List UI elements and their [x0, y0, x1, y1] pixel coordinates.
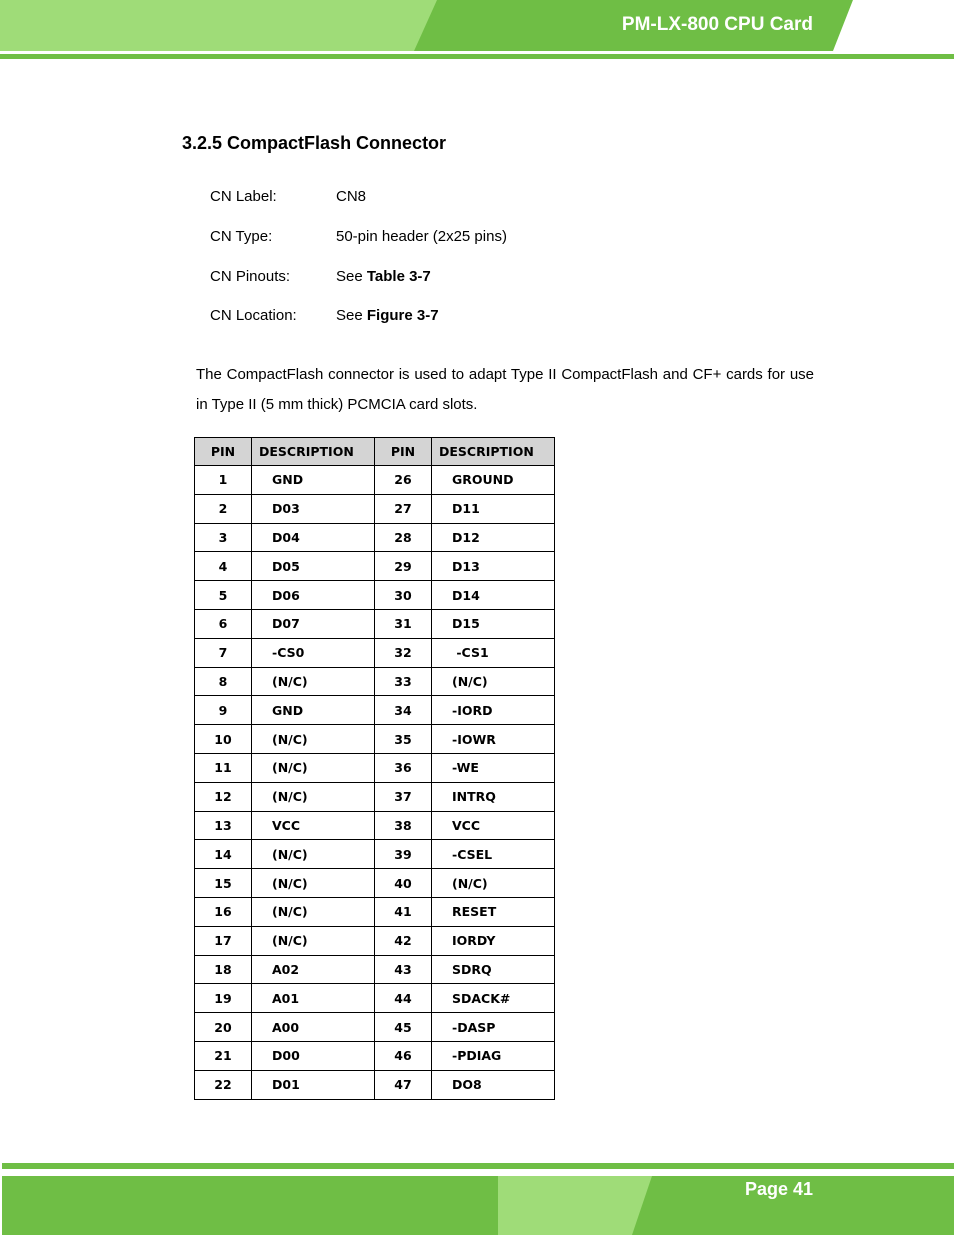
header-description: DESCRIPTION: [432, 438, 555, 466]
table-row: [195, 926, 555, 955]
pin-number: 38: [375, 811, 432, 840]
table-row: [195, 897, 555, 926]
table-row: [195, 782, 555, 811]
connector-value: See Table 3-7: [336, 268, 431, 285]
pin-description: -DASP: [432, 1013, 555, 1042]
table-row: [195, 581, 555, 610]
pin-number: 20: [195, 1013, 252, 1042]
pin-number: 9: [195, 696, 252, 725]
pin-number: 10: [195, 725, 252, 754]
pin-number: 37: [375, 782, 432, 811]
pin-description: (N/C): [252, 725, 375, 754]
connector-pinouts-row: [210, 268, 431, 285]
pin-number: 11: [195, 753, 252, 782]
table-row: [195, 1070, 555, 1099]
pin-description: -IORD: [432, 696, 555, 725]
pin-number: 44: [375, 984, 432, 1013]
table-row: [195, 753, 555, 782]
pin-description: -CS1: [432, 638, 555, 667]
pin-number: 36: [375, 753, 432, 782]
pinout-table-body: [195, 466, 555, 1100]
pin-description: RESET: [432, 897, 555, 926]
pin-number: 19: [195, 984, 252, 1013]
pin-number: 46: [375, 1041, 432, 1070]
footer-rule: [2, 1163, 954, 1169]
pin-number: 4: [195, 552, 252, 581]
table-row: [195, 696, 555, 725]
pin-description: (N/C): [252, 897, 375, 926]
header-pin: PIN: [375, 438, 432, 466]
table-row: [195, 811, 555, 840]
pin-number: 31: [375, 609, 432, 638]
pin-description: VCC: [432, 811, 555, 840]
pin-number: 22: [195, 1070, 252, 1099]
pin-number: 17: [195, 926, 252, 955]
pin-description: (N/C): [252, 782, 375, 811]
pin-description: (N/C): [252, 926, 375, 955]
pin-description: GROUND: [432, 466, 555, 495]
pin-description: (N/C): [432, 667, 555, 696]
pin-number: 28: [375, 523, 432, 552]
pin-number: 16: [195, 897, 252, 926]
pin-number: 40: [375, 869, 432, 898]
table-row: [195, 466, 555, 495]
connector-key: CN Type:: [210, 228, 273, 245]
connector-value: CN8: [336, 188, 367, 205]
table-row: [195, 869, 555, 898]
pin-description: D03: [252, 494, 375, 523]
pin-description: -CSEL: [432, 840, 555, 869]
pin-description: (N/C): [252, 840, 375, 869]
pin-description: GND: [252, 696, 375, 725]
table-header-row: [195, 438, 555, 466]
description-paragraph: The CompactFlash connector is used to adapt Type II CompactFlash and CF+ cards for use in Type II (5 mm thick) PCMCIA card slots.: [196, 366, 814, 413]
pin-description: INTRQ: [432, 782, 555, 811]
pin-description: D06: [252, 581, 375, 610]
pin-number: 21: [195, 1041, 252, 1070]
connector-value: See Figure 3-7: [336, 307, 439, 324]
header-description: DESCRIPTION: [252, 438, 375, 466]
pin-description: (N/C): [252, 667, 375, 696]
pin-number: 8: [195, 667, 252, 696]
pin-description: -CS0: [252, 638, 375, 667]
pin-number: 30: [375, 581, 432, 610]
pin-number: 43: [375, 955, 432, 984]
pin-number: 3: [195, 523, 252, 552]
header-rule: [0, 54, 954, 59]
table-row: [195, 1041, 555, 1070]
page-number: Page 41: [744, 1179, 813, 1199]
pin-description: D04: [252, 523, 375, 552]
pin-number: 27: [375, 494, 432, 523]
connector-key: CN Location:: [210, 307, 297, 324]
pinout-table: [194, 437, 555, 1100]
pin-number: 42: [375, 926, 432, 955]
pin-description: SDRQ: [432, 955, 555, 984]
pin-description: A02: [252, 955, 375, 984]
connector-key: CN Pinouts:: [210, 268, 291, 285]
table-row: [195, 1013, 555, 1042]
pin-number: 6: [195, 609, 252, 638]
connector-location-row: [210, 307, 439, 324]
pin-description: -PDIAG: [432, 1041, 555, 1070]
pin-number: 18: [195, 955, 252, 984]
pin-number: 7: [195, 638, 252, 667]
table-reference-link: Table 3-7: [366, 268, 431, 285]
pin-description: D13: [432, 552, 555, 581]
header-pin: PIN: [195, 438, 252, 466]
table-row: [195, 955, 555, 984]
pin-number: 13: [195, 811, 252, 840]
table-row: [195, 984, 555, 1013]
pin-description: DO8: [432, 1070, 555, 1099]
pin-description: D07: [252, 609, 375, 638]
pin-number: 41: [375, 897, 432, 926]
table-row: [195, 638, 555, 667]
pin-number: 33: [375, 667, 432, 696]
pin-description: -WE: [432, 753, 555, 782]
connector-type-row: [210, 228, 507, 245]
page-header: [0, 0, 954, 60]
table-row: [195, 667, 555, 696]
connector-key: CN Label:: [210, 188, 277, 205]
pin-number: 5: [195, 581, 252, 610]
pin-number: 1: [195, 466, 252, 495]
pin-description: D12: [432, 523, 555, 552]
pin-number: 39: [375, 840, 432, 869]
pin-number: 29: [375, 552, 432, 581]
pin-description: D14: [432, 581, 555, 610]
pin-number: 47: [375, 1070, 432, 1099]
pin-description: D00: [252, 1041, 375, 1070]
table-row: [195, 609, 555, 638]
pin-number: 26: [375, 466, 432, 495]
pin-description: (N/C): [252, 869, 375, 898]
pin-description: (N/C): [252, 753, 375, 782]
table-row: [195, 552, 555, 581]
pin-number: 14: [195, 840, 252, 869]
pin-description: GND: [252, 466, 375, 495]
table-row: [195, 494, 555, 523]
pin-description: A00: [252, 1013, 375, 1042]
pin-description: D01: [252, 1070, 375, 1099]
pin-description: D15: [432, 609, 555, 638]
table-row: [195, 840, 555, 869]
section-heading: 3.2.5 CompactFlash Connector: [182, 133, 447, 153]
pin-description: (N/C): [432, 869, 555, 898]
pin-number: 15: [195, 869, 252, 898]
pin-number: 2: [195, 494, 252, 523]
pin-description: -IOWR: [432, 725, 555, 754]
pin-description: D11: [432, 494, 555, 523]
pin-description: IORDY: [432, 926, 555, 955]
pin-number: 34: [375, 696, 432, 725]
figure-reference-link: Figure 3-7: [366, 307, 439, 324]
connector-value: 50-pin header (2x25 pins): [336, 228, 507, 245]
pin-number: 32: [375, 638, 432, 667]
pin-description: A01: [252, 984, 375, 1013]
pin-number: 35: [375, 725, 432, 754]
table-row: [195, 523, 555, 552]
connector-label-row: [210, 188, 366, 205]
header-title: PM-LX-800 CPU Card: [621, 14, 813, 35]
pin-number: 12: [195, 782, 252, 811]
pin-number: 45: [375, 1013, 432, 1042]
table-row: [195, 725, 555, 754]
pin-description: VCC: [252, 811, 375, 840]
pin-description: D05: [252, 552, 375, 581]
pin-description: SDACK#: [432, 984, 555, 1013]
